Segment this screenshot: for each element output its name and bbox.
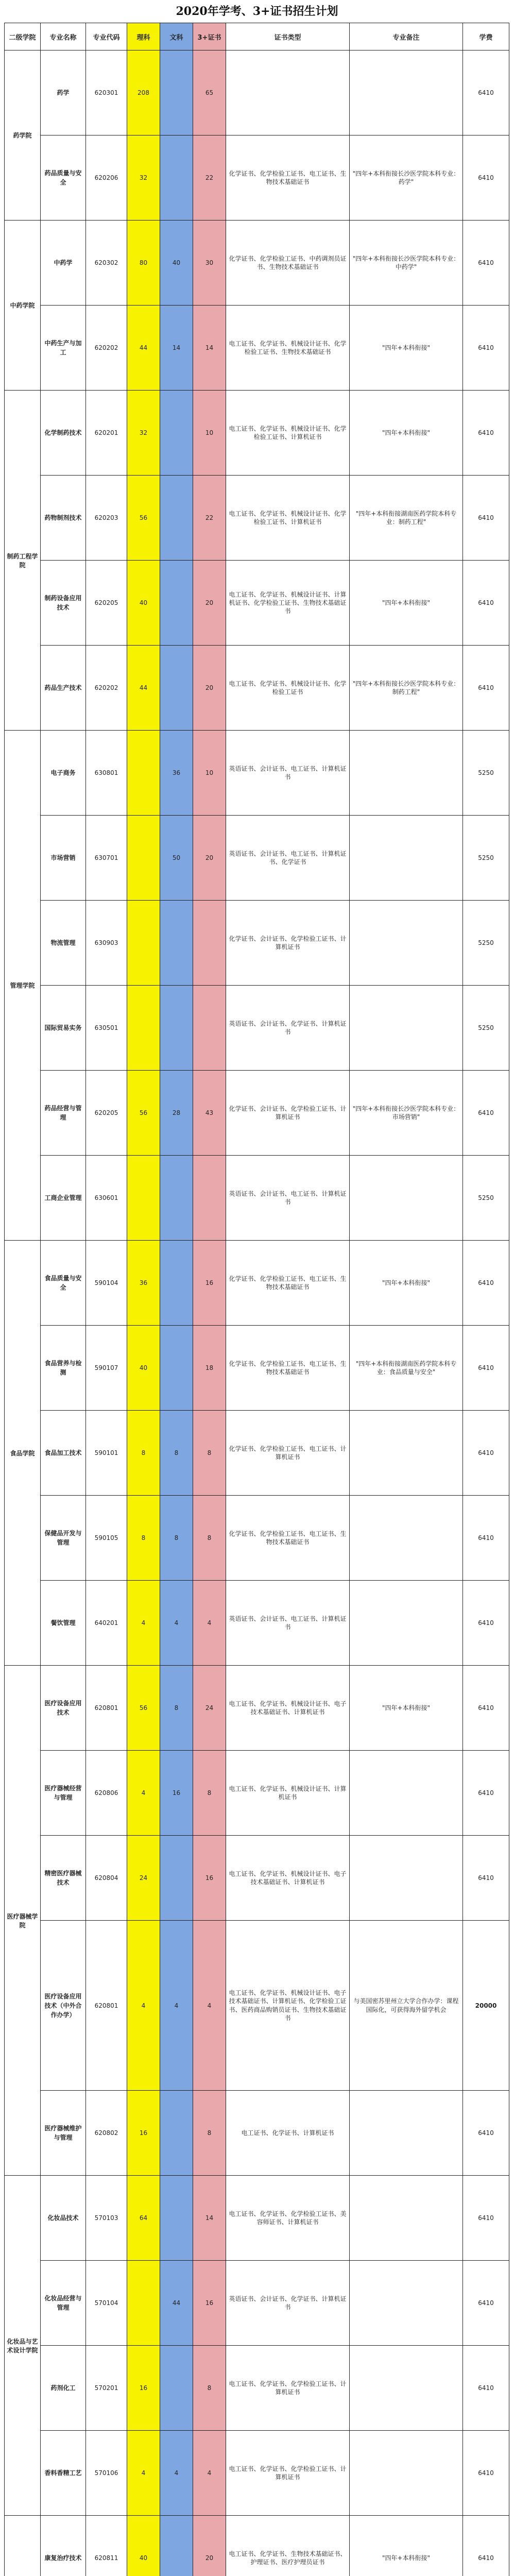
arts-quota-cell: 8 [160,1496,193,1581]
major-cell: 药学 [41,50,86,135]
table-row [5,1581,509,1666]
cert-quota-cell: 10 [193,391,226,476]
table-row [5,901,509,986]
cert-quota-cell: 20 [193,816,226,901]
science-quota-cell: 44 [127,646,160,731]
cert-type-cell: 电工证书、化学证书、机械设计证书、计算机证书、化学检验工证书、生物技术基础证书 [226,561,350,646]
science-quota-cell: 40 [127,561,160,646]
fee-cell: 6410 [463,1071,509,1156]
table-body [5,50,509,2576]
arts-quota-cell: 14 [160,306,193,391]
cert-quota-cell: 30 [193,221,226,306]
cert-type-cell: 电工证书、化学证书、机械设计证书、电子技术基础证书、计算机证书 [226,1666,350,1751]
remark-cell [350,1411,463,1496]
cert-type-cell: 电工证书、化学证书、机械设计证书、化学检验工证书 [226,646,350,731]
cert-quota-cell: 4 [193,1581,226,1666]
remark-cell [350,2346,463,2431]
fee-cell: 6410 [463,646,509,731]
remark-cell [350,1836,463,1921]
fee-cell: 6410 [463,2176,509,2261]
major-cell: 药品质量与安全 [41,135,86,221]
science-quota-cell: 4 [127,1751,160,1836]
code-cell: 570201 [86,2346,127,2431]
remark-cell: "四年+本科衔接长沙医学院本科专业：药学" [350,135,463,221]
table-row [5,1071,509,1156]
major-cell: 香料香精工艺 [41,2431,86,2516]
college-cell: 制药工程学院 [5,391,41,731]
arts-quota-cell: 4 [160,1921,193,2091]
fee-cell: 6410 [463,391,509,476]
science-quota-cell: 8 [127,1496,160,1581]
science-quota-cell: 44 [127,306,160,391]
cert-quota-cell: 20 [193,646,226,731]
table-row [5,306,509,391]
arts-quota-cell [160,50,193,135]
remark-cell [350,731,463,816]
arts-quota-cell: 28 [160,1071,193,1156]
table-row [5,1156,509,1241]
header-cert: 3+证书 [193,23,226,50]
cert-type-cell: 电工证书、化学证书、机械设计证书、化学检验工证书、生物技术基础证书 [226,306,350,391]
table-row [5,1836,509,1921]
cert-quota-cell: 16 [193,2261,226,2346]
header-row [5,23,509,50]
science-quota-cell: 8 [127,1411,160,1496]
code-cell: 620206 [86,135,127,221]
code-cell: 590105 [86,1496,127,1581]
fee-cell: 6410 [463,2091,509,2176]
science-quota-cell [127,731,160,816]
college-cell: 食品学院 [5,1241,41,1666]
cert-type-cell: 英语证书、会计证书、电工证书、计算机证书 [226,1156,350,1241]
cert-quota-cell [193,986,226,1071]
college-cell: 管理学院 [5,731,41,1241]
table-row [5,476,509,561]
cert-type-cell: 化学证书、化学检验工证书、电工证书、生物技术基础证书 [226,1326,350,1411]
table-row [5,1666,509,1751]
fee-cell: 6410 [463,1666,509,1751]
college-cell [5,2516,41,2576]
arts-quota-cell: 4 [160,2431,193,2516]
arts-quota-cell [160,135,193,221]
remark-cell [350,2431,463,2516]
fee-cell: 5250 [463,816,509,901]
cert-type-cell: 英语证书、会计证书、电工证书、计算机证书 [226,731,350,816]
fee-cell: 6410 [463,2516,509,2576]
cert-type-cell: 电工证书、化学证书、计算机证书 [226,2091,350,2176]
science-quota-cell: 56 [127,1666,160,1751]
table-row [5,2431,509,2516]
cert-type-cell: 化学证书、化学检验工证书、电工证书、生物技术基础证书 [226,1496,350,1581]
science-quota-cell: 56 [127,476,160,561]
science-quota-cell: 208 [127,50,160,135]
college-cell: 医疗器械学院 [5,1666,41,2176]
major-cell: 保健品开发与管理 [41,1496,86,1581]
cert-type-cell: 化学证书、会计证书、化学检验工证书、计算机证书 [226,901,350,986]
cert-type-cell: 电工证书、化学证书、机械设计证书、化学检验工证书、计算机证书 [226,391,350,476]
arts-quota-cell [160,2176,193,2261]
major-cell: 食品加工技术 [41,1411,86,1496]
cert-quota-cell: 22 [193,476,226,561]
remark-cell [350,2091,463,2176]
major-cell: 化学制药技术 [41,391,86,476]
major-cell: 食品营养与检测 [41,1326,86,1411]
header-fee: 学费 [463,23,509,50]
college-cell: 中药学院 [5,221,41,391]
fee-cell: 6410 [463,1581,509,1666]
fee-cell: 5250 [463,986,509,1071]
code-cell: 630903 [86,901,127,986]
major-cell: 中药生产与加工 [41,306,86,391]
code-cell: 620302 [86,221,127,306]
college-cell: 药学院 [5,50,41,221]
major-cell: 工商企业管理 [41,1156,86,1241]
remark-cell: "四年+本科衔接长沙医学院本科专业：市场营销" [350,1071,463,1156]
cert-type-cell: 化学证书、化学检验工证书、电工证书、生物技术基础证书 [226,135,350,221]
cert-type-cell: 化学证书、化学检验工证书、电工证书、生物技术基础证书 [226,1241,350,1326]
cert-quota-cell [193,901,226,986]
fee-cell: 6410 [463,2346,509,2431]
cert-quota-cell: 14 [193,306,226,391]
cert-quota-cell: 8 [193,2346,226,2431]
cert-quota-cell: 43 [193,1071,226,1156]
fee-cell: 6410 [463,2431,509,2516]
fee-cell: 6410 [463,1751,509,1836]
code-cell: 620811 [86,2516,127,2576]
table-row [5,2091,509,2176]
cert-quota-cell: 8 [193,1411,226,1496]
table-row [5,2516,509,2576]
table-row [5,986,509,1071]
science-quota-cell: 4 [127,2431,160,2516]
code-cell: 590104 [86,1241,127,1326]
table-row [5,221,509,306]
arts-quota-cell: 8 [160,1666,193,1751]
arts-quota-cell: 16 [160,1751,193,1836]
cert-quota-cell: 8 [193,1496,226,1581]
cert-quota-cell: 24 [193,1666,226,1751]
cert-quota-cell: 22 [193,135,226,221]
major-cell: 医疗器械维护与管理 [41,2091,86,2176]
major-cell: 化妆品经营与管理 [41,2261,86,2346]
college-cell: 化妆品与艺术设计学院 [5,2176,41,2516]
remark-cell: "四年+本科衔接" [350,1241,463,1326]
science-quota-cell: 32 [127,135,160,221]
code-cell: 630701 [86,816,127,901]
remark-cell: "四年+本科衔接" [350,391,463,476]
fee-cell: 6410 [463,1411,509,1496]
remark-cell: "四年+本科衔接" [350,1666,463,1751]
science-quota-cell [127,986,160,1071]
fee-cell: 5250 [463,901,509,986]
code-cell: 620205 [86,561,127,646]
arts-quota-cell [160,1156,193,1241]
arts-quota-cell [160,1836,193,1921]
fee-cell: 5250 [463,731,509,816]
remark-cell: "四年+本科衔接" [350,306,463,391]
code-cell: 620804 [86,1836,127,1921]
table-row [5,561,509,646]
remark-cell [350,2176,463,2261]
arts-quota-cell [160,1326,193,1411]
cert-type-cell: 英语证书、会计证书、化学证书、计算机证书 [226,2261,350,2346]
header-major: 专业名称 [41,23,86,50]
fee-cell: 6410 [463,1496,509,1581]
cert-type-cell: 英语证书、会计证书、电工证书、计算机证书、化学证书 [226,816,350,901]
code-cell: 620203 [86,476,127,561]
remark-cell: "四年+本科衔接湖南医药学院本科专业：制药工程" [350,476,463,561]
arts-quota-cell: 4 [160,1581,193,1666]
major-cell: 药品经营与管理 [41,1071,86,1156]
fee-cell: 6410 [463,50,509,135]
science-quota-cell: 40 [127,1326,160,1411]
science-quota-cell: 80 [127,221,160,306]
major-cell: 药品生产技术 [41,646,86,731]
major-cell: 电子商务 [41,731,86,816]
remark-cell [350,901,463,986]
remark-cell: "四年+本科衔接长沙医学院本科专业：制药工程" [350,646,463,731]
cert-type-cell [226,50,350,135]
header-college: 二级学院 [5,23,41,50]
cert-quota-cell: 20 [193,2516,226,2576]
code-cell: 630801 [86,731,127,816]
remark-cell: "四年+本科衔接" [350,2516,463,2576]
cert-type-cell: 电工证书、化学证书、机械设计证书、电子技术基础证书、计算机证书、化学检验工证书、医药商品购销员证书、生物技术基础证书 [226,1921,350,2091]
cert-quota-cell [193,1156,226,1241]
major-cell: 食品质量与安全 [41,1241,86,1326]
cert-quota-cell: 4 [193,2431,226,2516]
major-cell: 药物制剂技术 [41,476,86,561]
cert-quota-cell: 16 [193,1241,226,1326]
table-row [5,646,509,731]
cert-type-cell: 电工证书、化学证书、生物技术基础证书、护理证书、医疗护理员证书 [226,2516,350,2576]
arts-quota-cell: 44 [160,2261,193,2346]
code-cell: 570103 [86,2176,127,2261]
arts-quota-cell [160,2346,193,2431]
fee-cell: 6410 [463,1836,509,1921]
cert-type-cell: 电工证书、化学证书、化学检验工证书、计算机证书 [226,2346,350,2431]
major-cell: 医疗器械经营与管理 [41,1751,86,1836]
remark-cell [350,1156,463,1241]
science-quota-cell: 64 [127,2176,160,2261]
arts-quota-cell [160,2516,193,2576]
cert-quota-cell: 4 [193,1921,226,2091]
table-row [5,1921,509,2091]
table-row [5,731,509,816]
major-cell: 药剂化工 [41,2346,86,2431]
science-quota-cell [127,2261,160,2346]
arts-quota-cell [160,1241,193,1326]
table-row [5,1496,509,1581]
cert-quota-cell: 8 [193,2091,226,2176]
science-quota-cell: 16 [127,2091,160,2176]
cert-quota-cell: 16 [193,1836,226,1921]
major-cell: 化妆品技术 [41,2176,86,2261]
cert-quota-cell: 10 [193,731,226,816]
remark-cell [350,1751,463,1836]
code-cell: 620806 [86,1751,127,1836]
code-cell: 620205 [86,1071,127,1156]
science-quota-cell: 4 [127,1581,160,1666]
table-row [5,391,509,476]
arts-quota-cell: 40 [160,221,193,306]
header-cert-type: 证书类型 [226,23,350,50]
major-cell: 物流管理 [41,901,86,986]
remark-cell: "四年+本科衔接湖南医药学院本科专业：食品质量与安全" [350,1326,463,1411]
cert-quota-cell: 8 [193,1751,226,1836]
header-sci: 理科 [127,23,160,50]
arts-quota-cell [160,986,193,1071]
code-cell: 590107 [86,1326,127,1411]
remark-cell [350,816,463,901]
major-cell: 餐饮管理 [41,1581,86,1666]
remark-cell: "四年+本科衔接" [350,561,463,646]
fee-cell: 6410 [463,2261,509,2346]
remark-cell [350,986,463,1071]
fee-cell: 6410 [463,561,509,646]
header-remark: 专业备注 [350,23,463,50]
cert-type-cell: 电工证书、化学证书、化学检验工证书、美容师证书、计算机证书 [226,2176,350,2261]
cert-quota-cell: 14 [193,2176,226,2261]
major-cell: 医疗设备应用技术（中外合作办学） [41,1921,86,2091]
fee-cell: 20000 [463,1921,509,2091]
cert-type-cell: 化学证书、化学检验工证书、电工证书、计算机证书 [226,1411,350,1496]
remark-cell: "四年+本科衔接长沙医学院本科专业：中药学" [350,221,463,306]
code-cell: 640201 [86,1581,127,1666]
arts-quota-cell [160,2091,193,2176]
science-quota-cell: 40 [127,2516,160,2576]
arts-quota-cell [160,391,193,476]
fee-cell: 6410 [463,306,509,391]
header-code: 专业代码 [86,23,127,50]
table-row [5,1411,509,1496]
major-cell: 康复治疗技术 [41,2516,86,2576]
table-row [5,50,509,135]
science-quota-cell: 16 [127,2346,160,2431]
cert-type-cell: 化学证书、化学检验工证书、中药调剂员证书、生物技术基础证书 [226,221,350,306]
code-cell: 620801 [86,1921,127,2091]
science-quota-cell: 32 [127,391,160,476]
cert-type-cell: 电工证书、化学证书、机械设计证书、计算机证书 [226,1751,350,1836]
science-quota-cell: 4 [127,1921,160,2091]
major-cell: 医疗设备应用技术 [41,1666,86,1751]
cert-type-cell: 电工证书、化学证书、化学检验工证书、计算机证书 [226,2431,350,2516]
fee-cell: 6410 [463,221,509,306]
major-cell: 精密医疗器械技术 [41,1836,86,1921]
cert-type-cell: 英语证书、会计证书、化学证书、计算机证书 [226,986,350,1071]
table-row [5,2261,509,2346]
fee-cell: 6410 [463,476,509,561]
enrollment-plan-table [4,23,509,2576]
code-cell: 620201 [86,391,127,476]
cert-type-cell: 化学证书、会计证书、化学检验工证书、计算机证书 [226,1071,350,1156]
fee-cell: 6410 [463,1241,509,1326]
code-cell: 590101 [86,1411,127,1496]
arts-quota-cell: 8 [160,1411,193,1496]
code-cell: 630601 [86,1156,127,1241]
remark-cell [350,50,463,135]
science-quota-cell [127,816,160,901]
arts-quota-cell: 50 [160,816,193,901]
table-row [5,1326,509,1411]
page-title: 2020年学考、3+证书招生计划 [176,5,338,18]
header-art: 文科 [160,23,193,50]
science-quota-cell: 24 [127,1836,160,1921]
code-cell: 620801 [86,1666,127,1751]
code-cell: 570104 [86,2261,127,2346]
arts-quota-cell [160,901,193,986]
code-cell: 570106 [86,2431,127,2516]
table-row [5,1241,509,1326]
cert-quota-cell: 65 [193,50,226,135]
arts-quota-cell: 36 [160,731,193,816]
major-cell: 制药设备应用技术 [41,561,86,646]
science-quota-cell: 56 [127,1071,160,1156]
remark-cell: 与美国密苏里州立大学合作办学：课程国际化，可获得海外留学机会 [350,1921,463,2091]
fee-cell: 6410 [463,1326,509,1411]
science-quota-cell: 36 [127,1241,160,1326]
table-row [5,2176,509,2261]
code-cell: 620301 [86,50,127,135]
code-cell: 620802 [86,2091,127,2176]
table-row [5,816,509,901]
code-cell: 620202 [86,646,127,731]
arts-quota-cell [160,561,193,646]
cert-quota-cell: 20 [193,561,226,646]
cert-type-cell: 电工证书、化学证书、机械设计证书、化学检验工证书、计算机证书 [226,476,350,561]
fee-cell: 6410 [463,135,509,221]
cert-quota-cell: 18 [193,1326,226,1411]
science-quota-cell [127,901,160,986]
science-quota-cell [127,1156,160,1241]
remark-cell [350,1496,463,1581]
major-cell: 中药学 [41,221,86,306]
code-cell: 620202 [86,306,127,391]
remark-cell [350,2261,463,2346]
table-row [5,1751,509,1836]
table-row [5,2346,509,2431]
major-cell: 市场营销 [41,816,86,901]
table-row [5,135,509,221]
major-cell: 国际贸易实务 [41,986,86,1071]
code-cell: 630501 [86,986,127,1071]
fee-cell: 5250 [463,1156,509,1241]
arts-quota-cell [160,476,193,561]
arts-quota-cell [160,646,193,731]
cert-type-cell: 英语证书、会计证书、电工证书、计算机证书 [226,1581,350,1666]
remark-cell [350,1581,463,1666]
cert-type-cell: 电工证书、化学证书、机械设计证书、电子技术基础证书、计算机证书 [226,1836,350,1921]
